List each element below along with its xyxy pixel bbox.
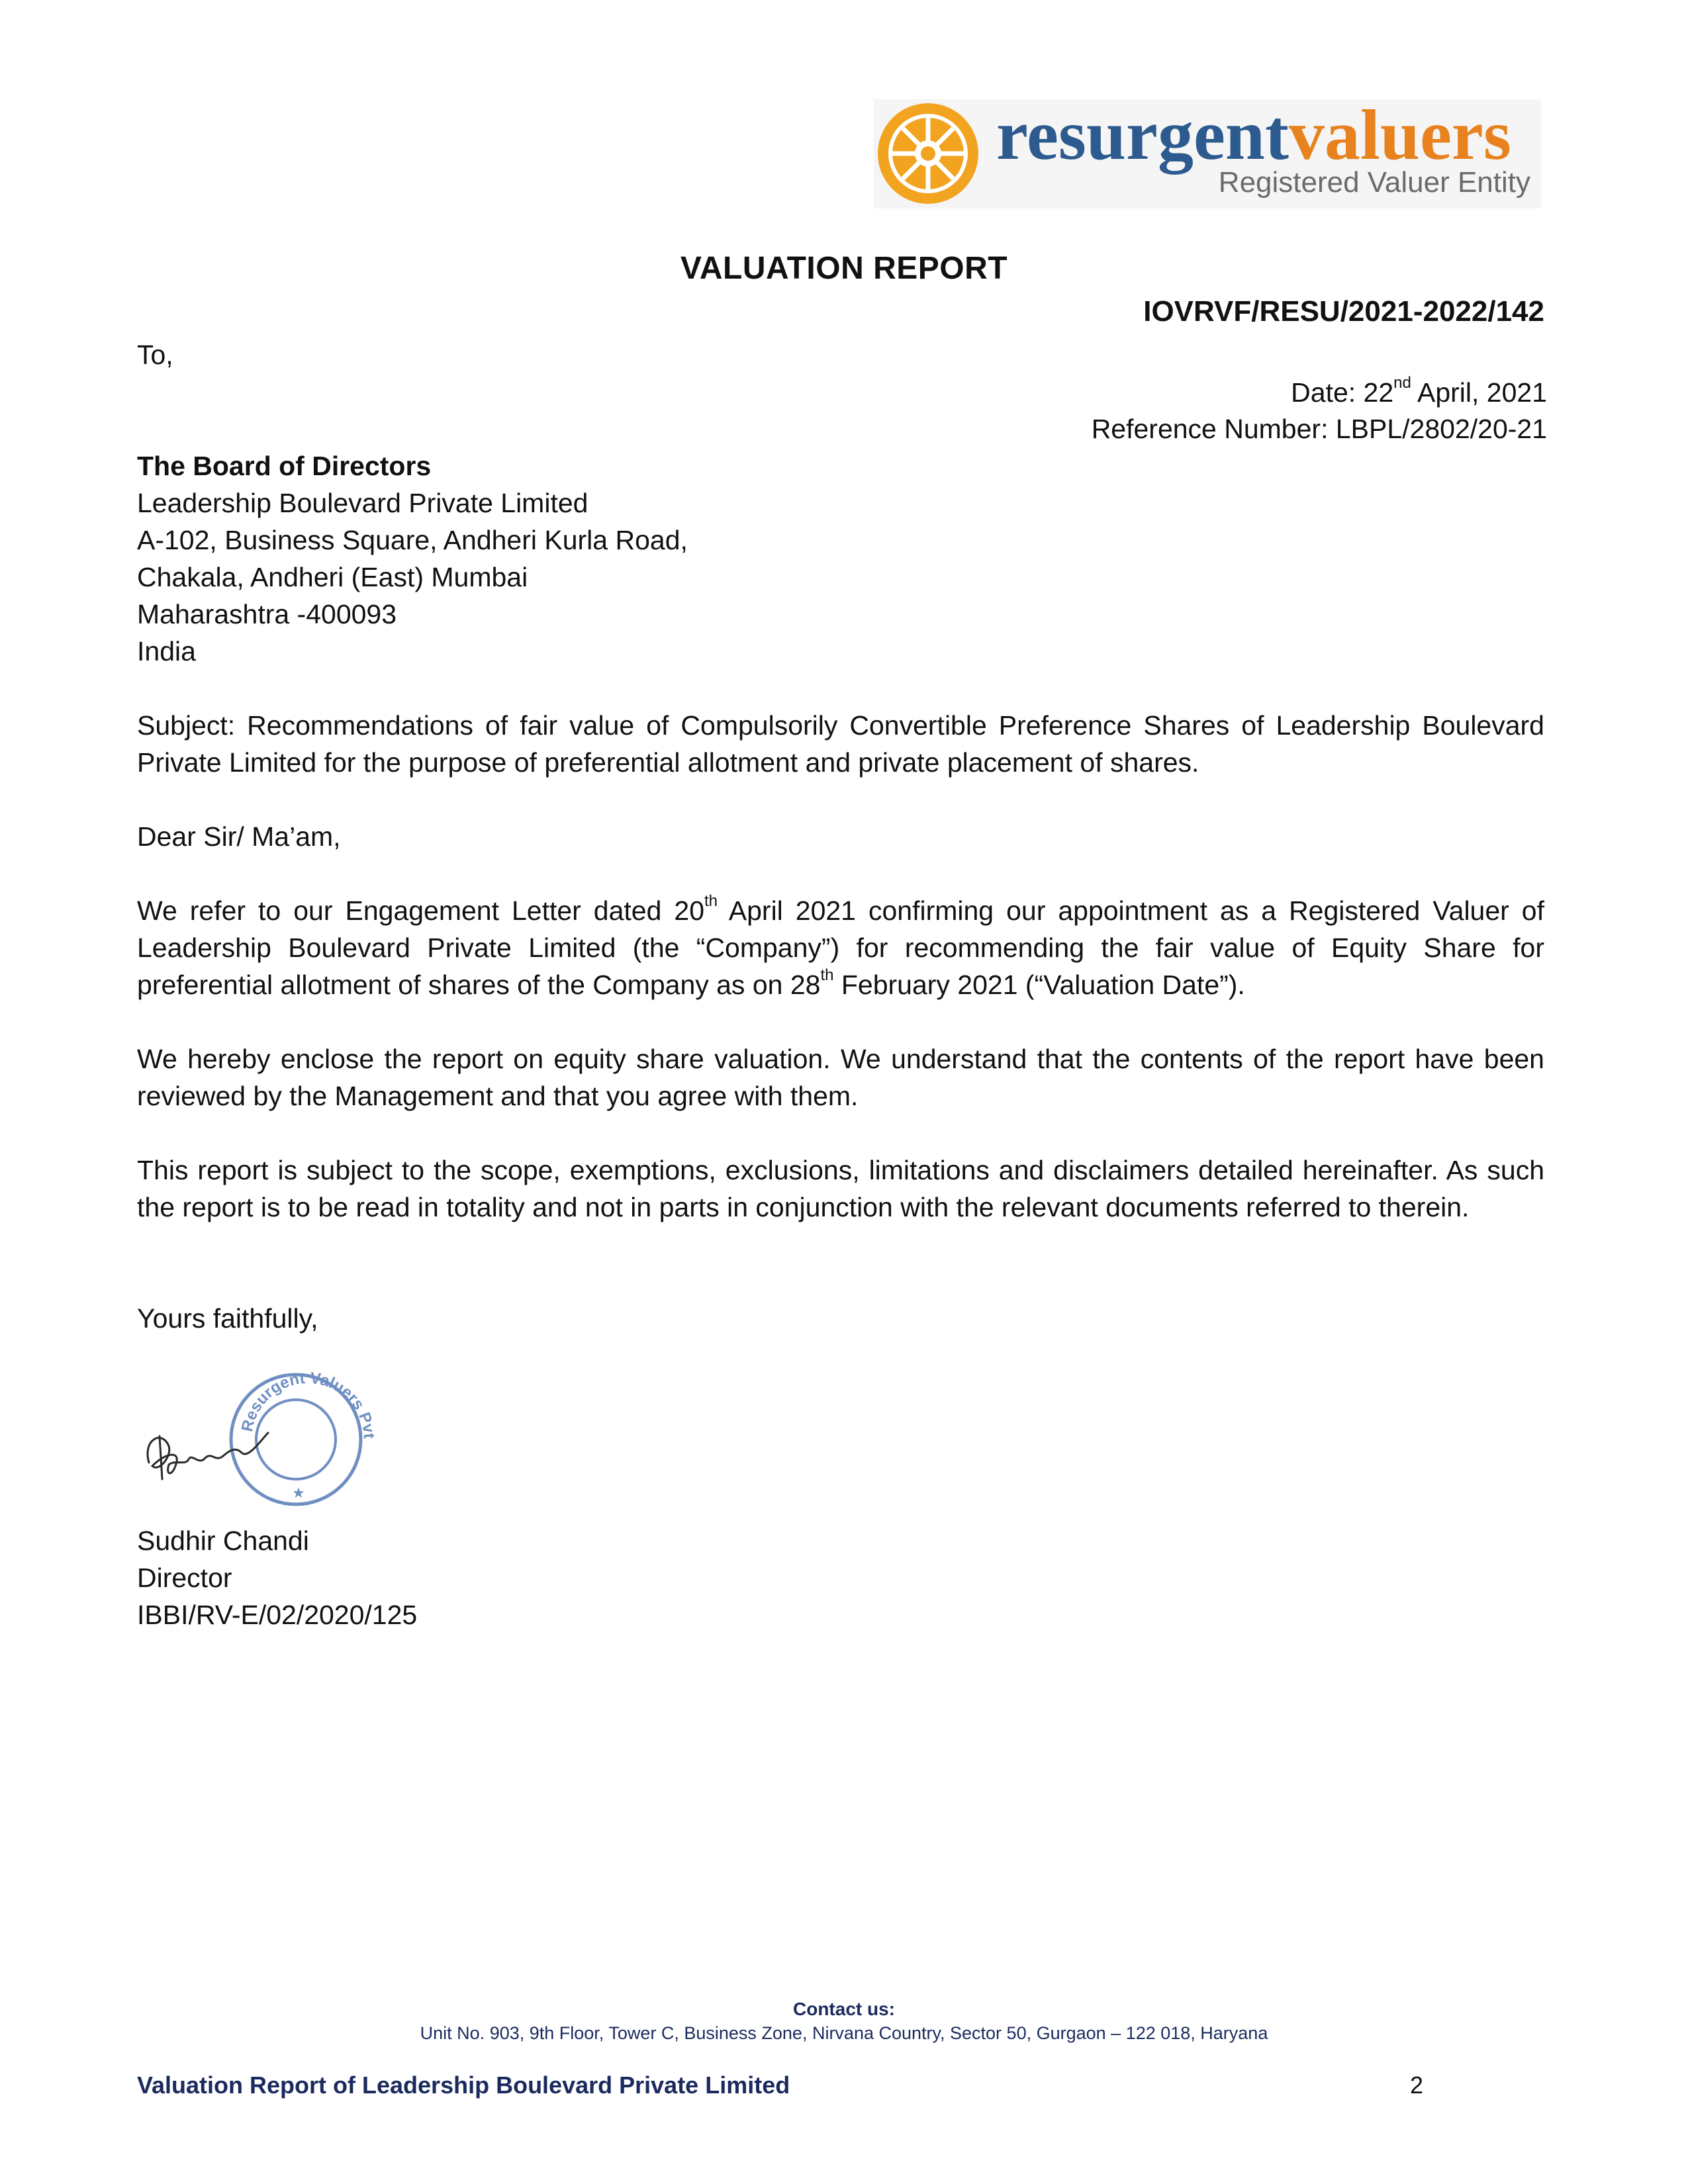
signatory-registration: IBBI/RV-E/02/2020/125 (137, 1600, 418, 1630)
page-number: 2 (1410, 2071, 1424, 2099)
date-suffix: April, 2021 (1411, 377, 1547, 408)
reference-number: Reference Number: LBPL/2802/20-21 (1091, 414, 1547, 444)
paragraph-engagement (137, 892, 1544, 1003)
svg-text:Resurgent Valuers Pvt. Ltd: Resurgent Valuers P (238, 1369, 374, 1433)
para1-part2: April 2021 confirming our appointment as a Registered Valuer of Leadership Boulevard Private Limited (the “Company”) for recommending the fair value of Equity Share for preferential allotment of shares of the Company as on 28 (137, 895, 1544, 1000)
recipient-address-line: A-102, Business Square, Andheri Kurla Road, (137, 525, 688, 555)
recipient-address-line: Maharashtra -400093 (137, 599, 397, 629)
page-title: VALUATION REPORT (680, 251, 1008, 286)
para1-sup1: th (704, 892, 718, 911)
letter-subject: Subject: Recommendations of fair value of Compulsorily Convertible Preference Shares of Leadership Boulevard Private Limited for the purpose of preferential allotment and private placement of shares. (137, 710, 1544, 778)
para1-sup2: th (820, 966, 834, 985)
para1-part3: February 2021 (“Valuation Date”). (833, 970, 1245, 1000)
logo-brand-part1: resurgent (996, 99, 1289, 175)
para1-part1: We refer to our Engagement Letter dated 20 (137, 895, 705, 926)
letter-date (1291, 374, 1547, 411)
paragraph-enclosure: We hereby enclose the report on equity share valuation. We understand that the contents of the report have been reviewed by the Management and that you agree with them. (137, 1044, 1544, 1111)
footer-contact-title: Contact us: (793, 1999, 895, 2019)
company-stamp (136, 1360, 374, 1504)
handwritten-signature (148, 1433, 268, 1479)
signature-and-stamp (136, 1360, 374, 1512)
company-logo (874, 99, 1541, 208)
date-sup: nd (1393, 374, 1411, 392)
letter-greeting: Dear Sir/ Ma’am, (137, 821, 341, 852)
paragraph-scope: This report is subject to the scope, exemptions, exclusions, limitations and disclaimers detailed hereinafter. As such the report is to be read in totality and not in parts in conjunction with the relevant documents referred to therein. (137, 1155, 1544, 1222)
report-number: IOVRVF/RESU/2021-2022/142 (1143, 295, 1544, 328)
signatory-designation: Director (137, 1563, 232, 1593)
star-icon: ★ (292, 1484, 305, 1501)
signatory-name: Sudhir Chandi (137, 1525, 309, 1556)
salutation-to: To, (137, 340, 173, 370)
recipient-address-line: India (137, 636, 196, 666)
logo-brand-text (996, 99, 1511, 175)
logo-tagline: Registered Valuer Entity (1218, 166, 1530, 199)
footer-contact-address: Unit No. 903, 9th Floor, Tower C, Business Zone, Nirvana Country, Sector 50, Gurgaon – 122 018, Haryana (420, 2023, 1268, 2043)
recipient-address-line: Chakala, Andheri (East) Mumbai (137, 562, 528, 592)
wheel-emblem-icon (878, 103, 978, 204)
recipient-name: The Board of Directors (137, 451, 432, 481)
date-prefix: Date: 22 (1291, 377, 1394, 408)
letter-closing: Yours faithfully, (137, 1303, 318, 1334)
logo-brand-part2: valuers (1288, 99, 1511, 175)
recipient-address-line: Leadership Boulevard Private Limited (137, 488, 588, 518)
footer-document-title: Valuation Report of Leadership Boulevard Private Limited (137, 2071, 790, 2099)
